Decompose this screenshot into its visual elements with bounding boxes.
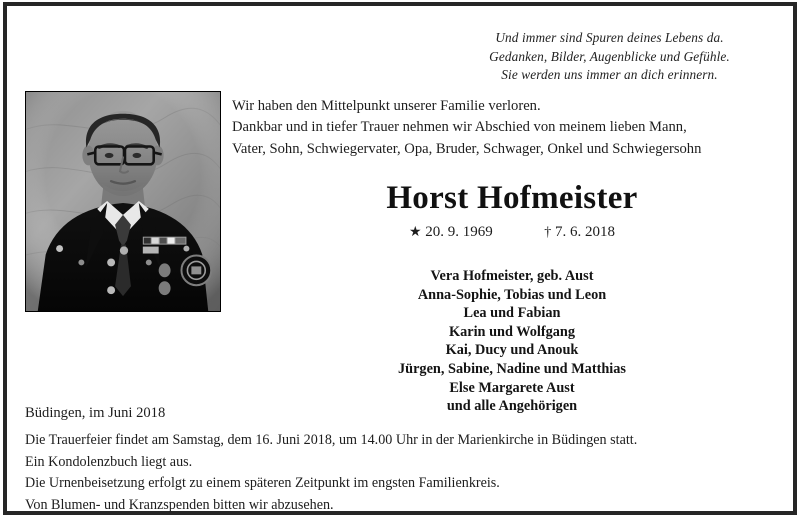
notice-canvas (7, 6, 793, 511)
portrait-photo-frame (25, 91, 221, 312)
life-dates (232, 222, 792, 243)
death-notice-frame (3, 2, 797, 515)
funeral-arrangements (25, 430, 751, 516)
arrangement-line-1: Die Trauerfeier findet am Samstag, dem 16. Juni 2018, um 14.00 Uhr in der Marienkirche in Büdingen statt. (25, 432, 638, 448)
verse-line-1: Und immer sind Spuren deines Lebens da. (495, 30, 724, 45)
family-line: Anna-Sophie, Tobias und Leon (417, 286, 607, 303)
family-line: Vera Hofmeister, geb. Aust (430, 268, 594, 284)
portrait-photo (26, 92, 220, 311)
death-date: 7. 6. 2018 (555, 224, 616, 240)
verse-line-2: Gedanken, Bilder, Augenblicke und Gefühle. (489, 48, 730, 64)
birth-star-icon: ★ (408, 225, 422, 240)
verse-line-3: Sie werden uns immer an dich erinnern. (501, 67, 718, 83)
intro-line-1: Wir haben den Mittelpunkt unserer Familie verloren. (232, 98, 541, 114)
family-line: Kai, Ducy und Anouk (445, 342, 579, 359)
place-and-date-line: Büdingen, im Juni 2018 (25, 405, 166, 421)
deceased-name: Horst Hofmeister (386, 180, 638, 216)
memorial-verse (437, 29, 782, 85)
intro-paragraph (232, 96, 792, 160)
shoulder-patch (181, 256, 211, 286)
death-cross-icon: † (544, 225, 552, 240)
family-line: Jürgen, Sabine, Nadine und Matthias (397, 360, 626, 377)
intro-line-3: Vater, Sohn, Schwiegervater, Opa, Bruder, Schwager, Onkel und Schwiegersohn (232, 140, 702, 157)
arrangement-line-2: Ein Kondolenzbuch liegt aus. (25, 453, 193, 470)
family-line: Lea und Fabian (463, 305, 561, 322)
arrangement-line-3: Die Urnenbeisetzung erfolgt zu einem späteren Zeitpunkt im engsten Familienkreis. (25, 475, 500, 491)
family-line: und alle Angehörigen (446, 398, 578, 415)
portrait-image (26, 92, 220, 311)
family-line: Else Margarete Aust (449, 379, 575, 396)
birth-date: 20. 9. 1969 (425, 224, 493, 240)
intro-line-2: Dankbar und in tiefer Trauer nehmen wir Abschied von meinem lieben Mann, (232, 119, 687, 136)
arrangement-line-4: Von Blumen- und Kranzspenden bitten wir abzusehen. (25, 496, 334, 513)
family-line: Karin und Wolfgang (448, 323, 576, 340)
bereaved-family-list (232, 267, 792, 416)
